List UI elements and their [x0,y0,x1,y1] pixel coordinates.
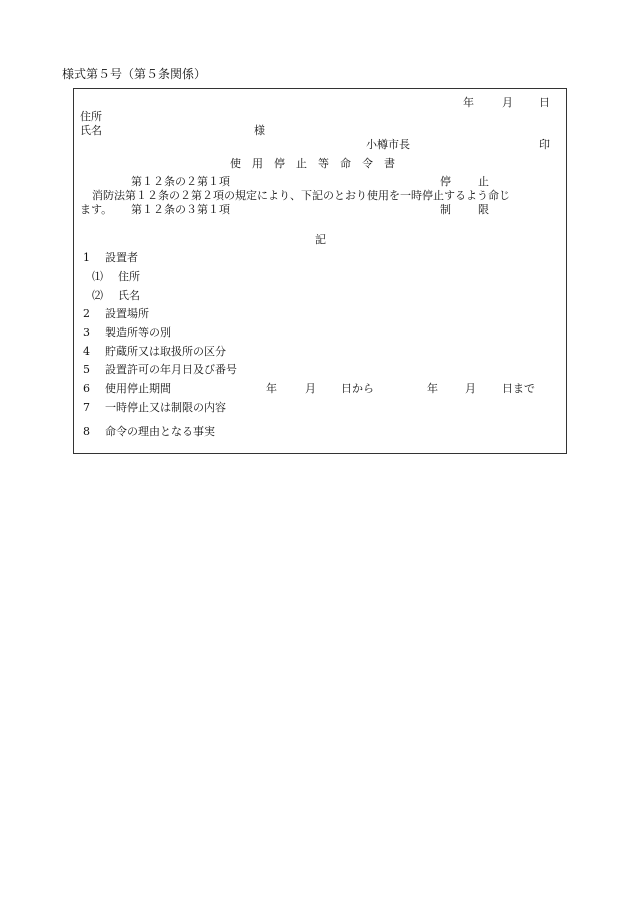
period-from-day: 日から [341,382,374,395]
date-month-label: 月 [502,96,513,109]
item-label: 設置場所 [105,307,149,320]
item-label: 一時停止又は制限の内容 [105,401,226,414]
option-stop-char-2: 止 [478,175,489,188]
address-label: 住所 [80,110,102,123]
item-label: 製造所等の別 [105,326,171,339]
period-from-month: 月 [305,382,316,395]
subitem-label: 氏名 [118,289,140,302]
clause-option-bottom: 第１２条の３第１項 [131,203,230,216]
item-number: 3 [83,326,90,339]
issuer-title: 小樽市長 [366,138,410,151]
item-label: 貯蔵所又は取扱所の区分 [105,345,226,358]
subitem-number: ⑵ [92,289,103,302]
honorific: 様 [254,124,265,137]
subitem-number: ⑴ [92,270,103,283]
clause-main-text: 消防法第１２条の２第２項の規定により、下記のとおり使用を一時停止するよう命じ [92,189,510,202]
date-year-label: 年 [463,96,474,109]
option-limit-char-2: 限 [478,203,489,216]
period-to-month: 月 [465,382,476,395]
option-stop-char-1: 停 [440,175,451,188]
seal-mark: 印 [539,138,550,151]
ki-heading: 記 [315,233,326,246]
period-to-year: 年 [427,382,438,395]
subitem-label: 住所 [118,270,140,283]
item-label: 設置許可の年月日及び番号 [105,363,237,376]
period-to-day: 日まで [502,382,535,395]
item-number: 7 [83,401,90,414]
item-number: 2 [83,307,90,320]
item-number: 4 [83,345,90,358]
name-label: 氏名 [80,124,102,137]
clause-ending: ます。 [80,203,113,216]
item-label: 設置者 [105,251,138,264]
item-label: 命令の理由となる事実 [105,425,215,438]
item-label: 使用停止期間 [105,382,171,395]
option-limit-char-1: 制 [440,203,451,216]
clause-option-top: 第１２条の２第１項 [131,175,230,188]
item-number: 8 [83,425,90,438]
period-from-year: 年 [266,382,277,395]
item-number: 6 [83,382,90,395]
document-title: 使 用 停 止 等 命 令 書 [230,157,395,170]
item-number: 5 [83,363,90,376]
form-title: 様式第５号（第５条関係） [62,67,207,81]
item-number: 1 [83,251,90,264]
date-day-label: 日 [539,96,550,109]
form-frame [73,88,567,454]
